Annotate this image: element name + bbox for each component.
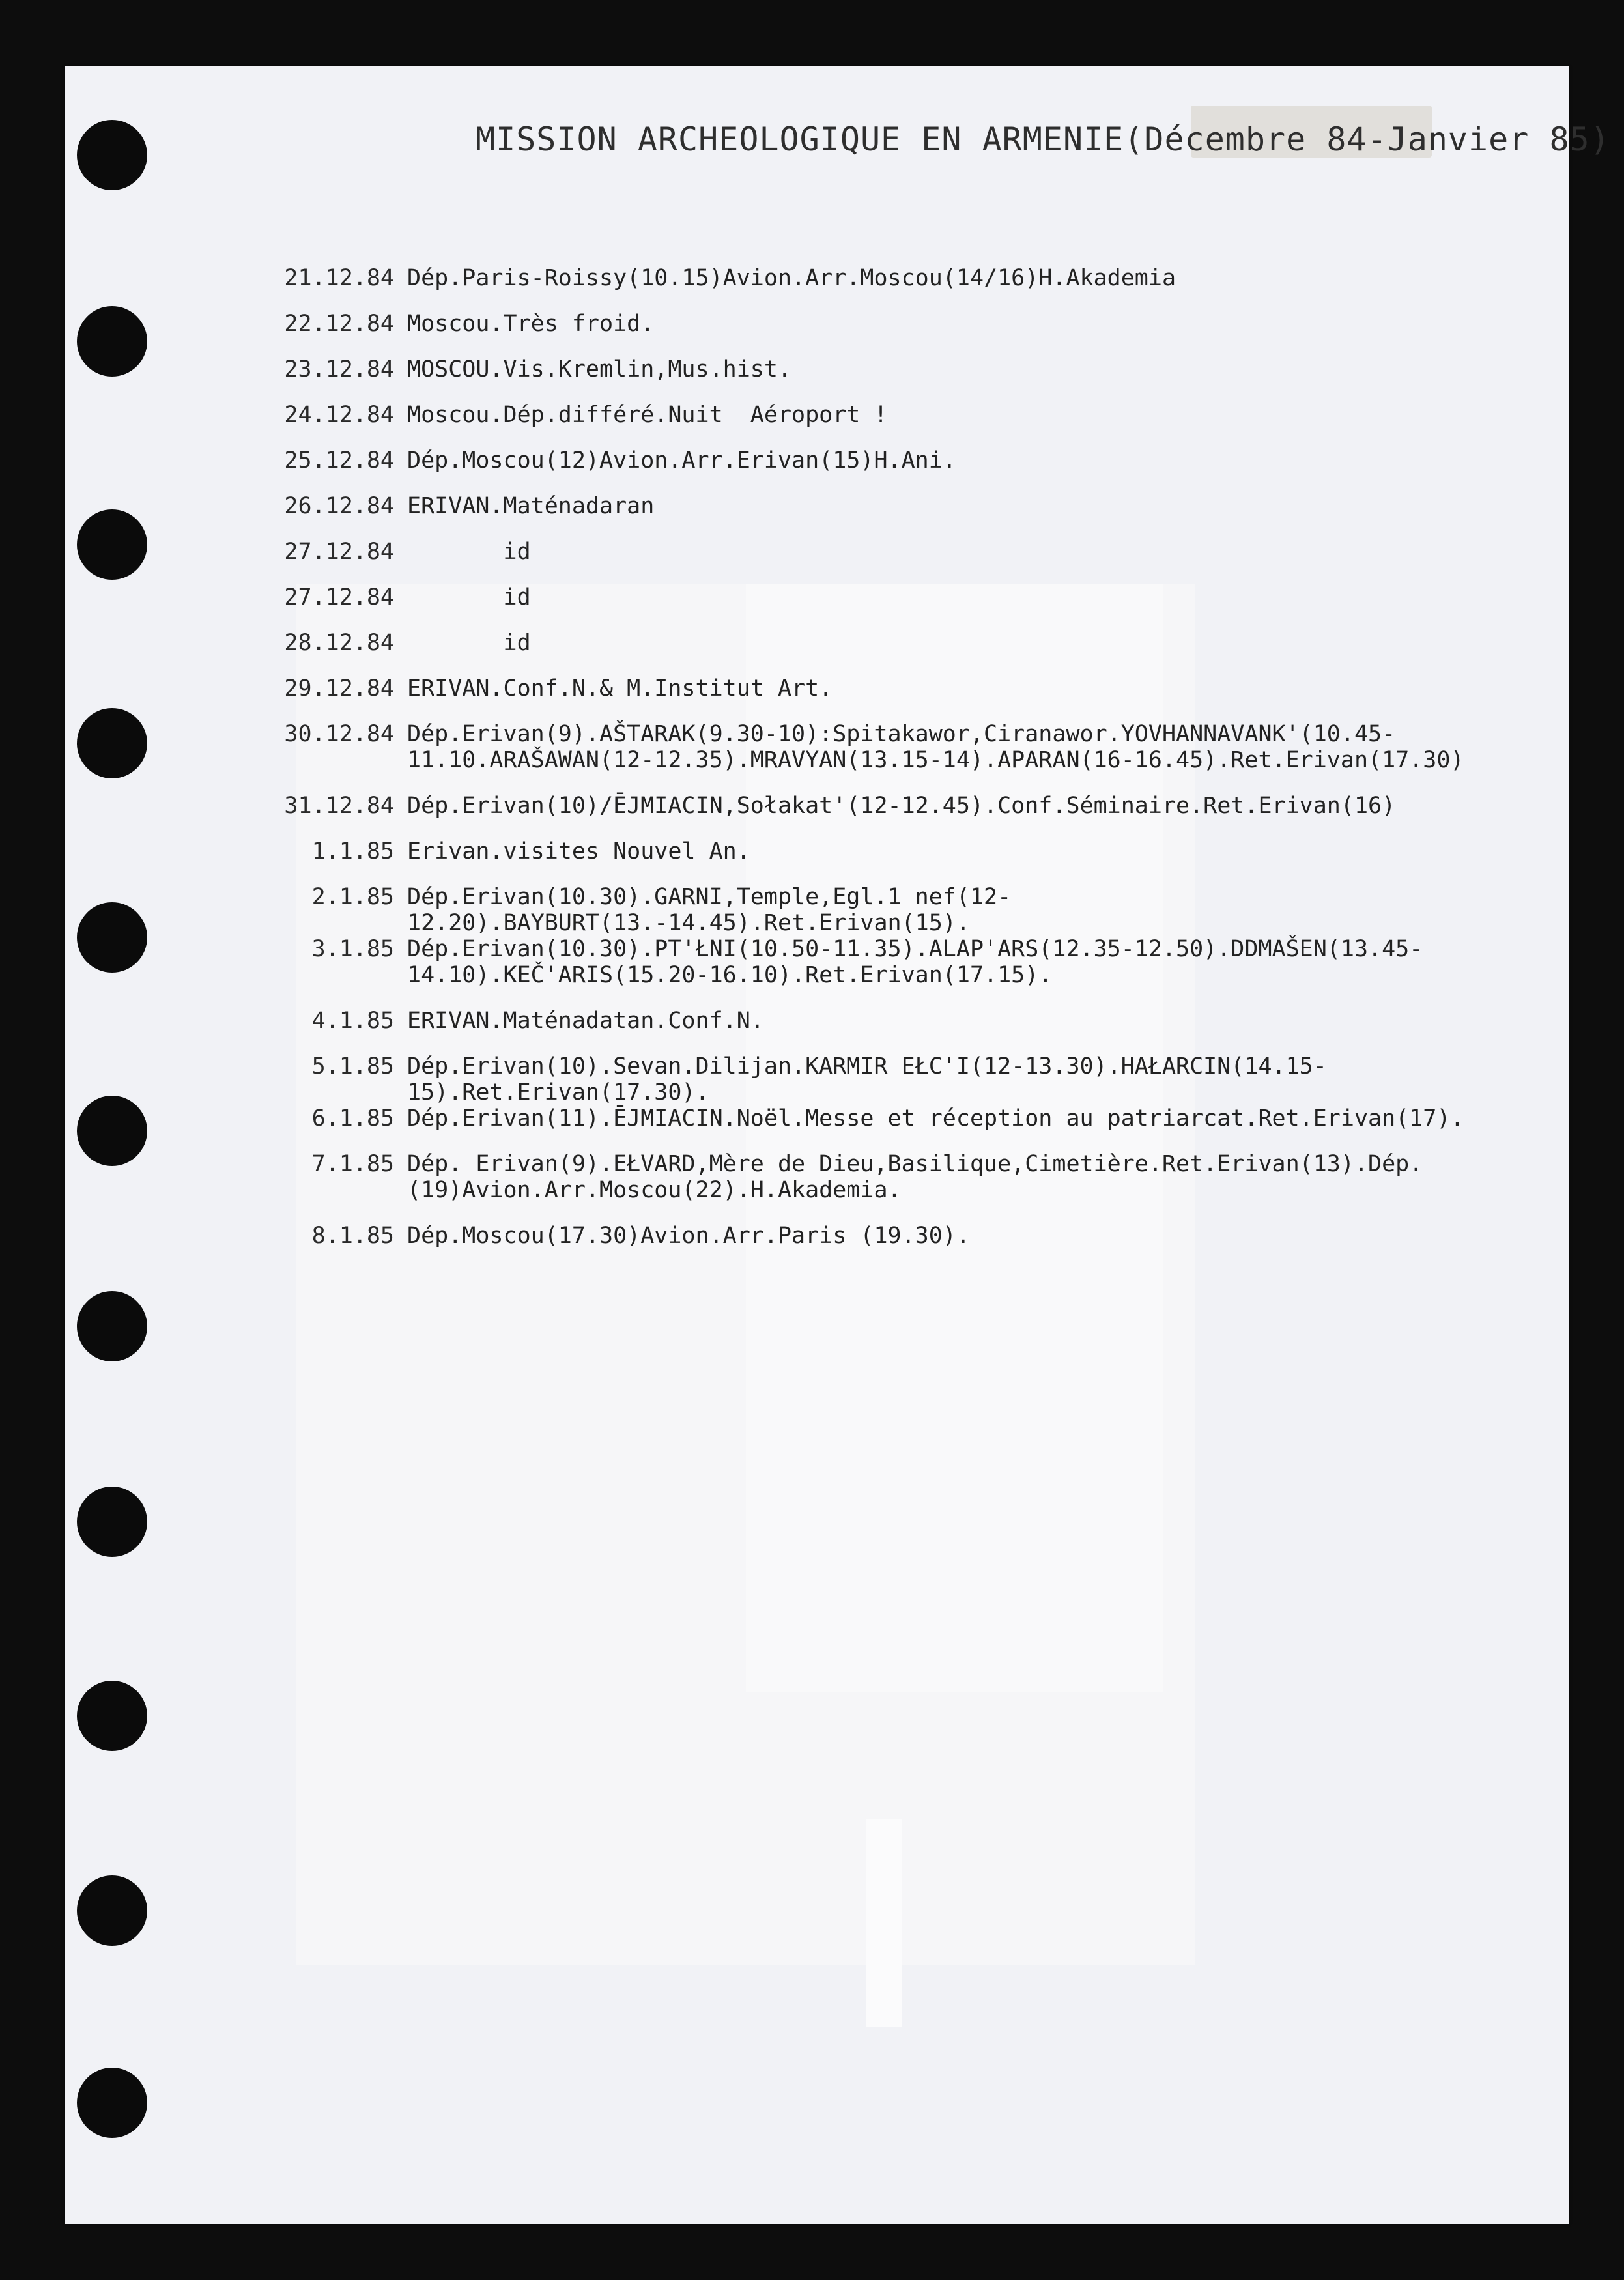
entry-text: id [407, 630, 531, 656]
punch-hole [77, 1291, 147, 1361]
entry-date: 8.1.85 [311, 1223, 394, 1249]
punch-hole [77, 1096, 147, 1166]
itinerary-entry [274, 1151, 1563, 1223]
entry-date: 5.1.85 [311, 1053, 394, 1079]
itinerary-entry [274, 493, 1563, 539]
entry-date: 31.12.84 [284, 793, 394, 819]
itinerary-entry [274, 584, 1563, 630]
entry-text: Dép.Erivan(10.30).PT'ŁNI(10.50-11.35).ALAP'ARS(12.35-12.50).DDMAŠEN(13.45-14.10).KEČ'ARIS(15.20-16.10).Ret.Erivan(17.15). [407, 936, 1423, 988]
entry-text: Moscou.Dép.différé.Nuit Aéroport ! [407, 402, 888, 428]
itinerary-entry [274, 356, 1563, 402]
itinerary-entry [274, 265, 1563, 311]
page-title [476, 113, 1610, 165]
entry-date: 28.12.84 [284, 630, 394, 656]
entry-text: Dép.Erivan(10)/ĒJMIACIN,Sołakat'(12-12.45).Conf.Séminaire.Ret.Erivan(16) [407, 793, 1396, 819]
entry-date: 27.12.84 [284, 584, 394, 610]
entry-date: 6.1.85 [311, 1105, 394, 1132]
entry-text: MOSCOU.Vis.Kremlin,Mus.hist. [407, 356, 792, 382]
itinerary-entry [274, 838, 1563, 884]
itinerary-entry [274, 630, 1563, 676]
entry-text: ERIVAN.Maténadatan.Conf.N. [407, 1008, 764, 1034]
paper-sheet [65, 66, 1610, 2224]
itinerary-entry [274, 936, 1563, 1008]
entry-date: 26.12.84 [284, 493, 394, 519]
entry-date: 23.12.84 [284, 356, 394, 382]
entry-date: 7.1.85 [311, 1151, 394, 1177]
punch-hole [77, 509, 147, 580]
entry-text: Moscou.Très froid. [407, 311, 655, 337]
entry-text: Dép. Erivan(9).EŁVARD,Mère de Dieu,Basilique,Cimetière.Ret.Erivan(13).Dép.(19)Avion.Arr.Moscou(22).H.Akademia. [407, 1151, 1423, 1203]
itinerary-entry [274, 676, 1563, 721]
entry-date: 22.12.84 [284, 311, 394, 337]
punch-hole [77, 902, 147, 973]
punch-hole [77, 1875, 147, 1946]
entry-date: 25.12.84 [284, 448, 394, 474]
itinerary-entry [274, 1105, 1563, 1151]
entry-date: 24.12.84 [284, 402, 394, 428]
entry-text: ERIVAN.Conf.N.& M.Institut Art. [407, 676, 833, 702]
entry-text: ERIVAN.Maténadaran [407, 493, 655, 519]
entry-date: 1.1.85 [311, 838, 394, 864]
entry-date: 27.12.84 [284, 539, 394, 565]
entry-date: 3.1.85 [311, 936, 394, 962]
entry-text: Dép.Erivan(10).Sevan.Dilijan.KARMIR EŁC'I(12-13.30).HAŁARCIN(14.15-15).Ret.Erivan(17.30). [407, 1053, 1327, 1105]
entry-date: 21.12.84 [284, 265, 394, 291]
punch-hole [77, 1487, 147, 1557]
title-dates: 84-Janvier 85) [1326, 121, 1610, 158]
itinerary-entry [274, 448, 1563, 493]
itinerary-list [274, 265, 1563, 1268]
entry-text: id [407, 539, 531, 565]
itinerary-entry [274, 721, 1563, 793]
entry-text: Dép.Erivan(10.30).GARNI,Temple,Egl.1 nef(12-12.20).BAYBURT(13.-14.45).Ret.Erivan(15). [407, 884, 1012, 936]
entry-text: Erivan.visites Nouvel An. [407, 838, 750, 864]
entry-text: Dép.Erivan(11).ĒJMIACIN.Noël.Messe et réception au patriarcat.Ret.Erivan(17). [407, 1105, 1464, 1132]
entry-date: 30.12.84 [284, 721, 394, 747]
itinerary-entry [274, 311, 1563, 356]
entry-date: 4.1.85 [311, 1008, 394, 1034]
itinerary-entry [274, 1223, 1563, 1268]
punch-hole [77, 306, 147, 377]
entry-text: Dép.Moscou(12)Avion.Arr.Erivan(15)H.Ani. [407, 448, 956, 474]
entry-date: 29.12.84 [284, 676, 394, 702]
entry-text: id [407, 584, 531, 610]
entry-text: Dép.Erivan(9).AŠTARAK(9.30-10):Spitakawor,Ciranawor.YOVHANNAVANK'(10.45-11.10.ARAŠAWAN(12-12.35).MRAVYAN(13.15-14).APARAN(16-16.45).Ret.Erivan(17.30) [407, 721, 1464, 773]
entry-text: Dép.Moscou(17.30)Avion.Arr.Paris (19.30). [407, 1223, 970, 1249]
itinerary-entry [274, 884, 1563, 936]
punch-hole [77, 2068, 147, 2138]
itinerary-entry [274, 793, 1563, 838]
itinerary-entry [274, 402, 1563, 448]
punch-hole [77, 120, 147, 190]
punch-hole [77, 1681, 147, 1751]
itinerary-entry [274, 1008, 1563, 1053]
itinerary-entry [274, 539, 1563, 584]
itinerary-entry [274, 1053, 1563, 1105]
entry-text: Dép.Paris-Roissy(10.15)Avion.Arr.Moscou(14/16)H.Akademia [407, 265, 1176, 291]
entry-date: 2.1.85 [311, 884, 394, 910]
title-main: MISSION ARCHEOLOGIQUE EN ARMENIE(Décembre [476, 121, 1327, 158]
punch-hole [77, 708, 147, 778]
paper-patch [866, 1819, 902, 2027]
